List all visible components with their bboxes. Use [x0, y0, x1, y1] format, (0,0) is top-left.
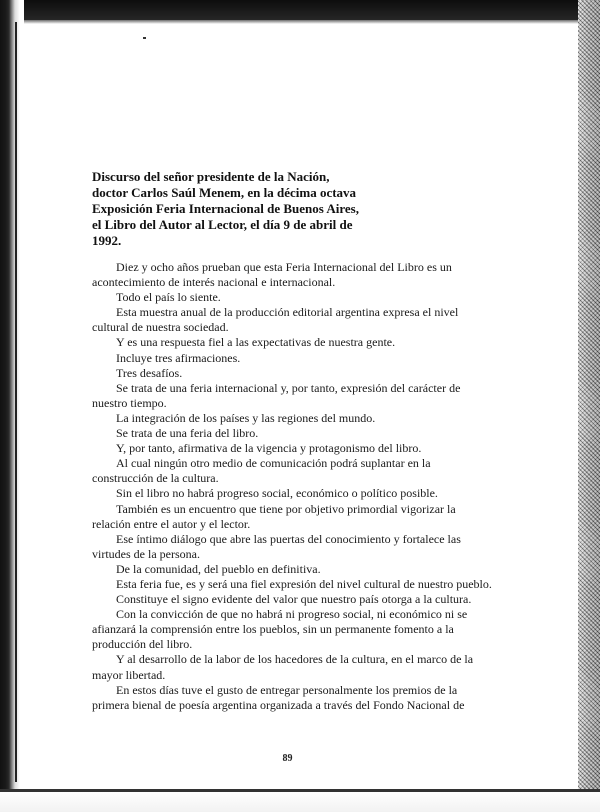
scan-speck [143, 37, 146, 39]
scan-top-border [0, 0, 600, 20]
paragraph: La integración de los países y las regiones del mundo. [116, 410, 376, 425]
paragraph: Constituye el signo evidente del valor que nuestro país otorga a la cultura. [116, 592, 472, 607]
paragraph: Se trata de una feria internacional y, por tanto, expresión del carácter de nuestro tiempo. [92, 380, 461, 410]
paragraph: Esta feria fue, es y será una fiel expresión del nivel cultural de nuestro pueblo. [116, 576, 492, 591]
heading-line: Discurso del señor presidente de la Nación, [92, 169, 330, 184]
paragraph: Y al desarrollo de la labor de los hacedores de la cultura, en el marco de la mayor libertad. [92, 652, 474, 682]
heading-line: doctor Carlos Saúl Menem, en la décima octava [92, 185, 357, 200]
paragraph: Y es una respuesta fiel a las expectativas de nuestra gente. [116, 335, 396, 350]
paragraph: De la comunidad, del pueblo en definitiva. [116, 561, 321, 576]
scan-left-rule [15, 22, 17, 782]
paragraph: Todo el país lo siente. [116, 290, 221, 305]
scan-right-edge [578, 0, 600, 812]
paragraph: Se trata de una feria del libro. [116, 426, 259, 441]
paragraph: Esta muestra anual de la producción editorial argentina expresa el nivel cultural de nuestra sociedad. [92, 305, 459, 335]
paragraph: Incluye tres afirmaciones. [116, 350, 241, 365]
scan-top-shadow [0, 20, 600, 24]
heading-line: Exposición Feria Internacional de Buenos Aires, [92, 201, 359, 216]
speech-heading [92, 169, 362, 249]
speech-body [92, 260, 492, 713]
paragraph: Diez y ocho años prueban que esta Feria Internacional del Libro es un acontecimiento de interés nacional e internacional. [92, 260, 452, 290]
heading-line: 1992. [92, 233, 122, 248]
paragraph: Y, por tanto, afirmativa de la vigencia y protagonismo del libro. [116, 441, 422, 456]
paragraph: Con la convicción de que no habrá ni progreso social, ni económico ni se afianzará la comprensión entre los pueblos, sin un permanente fomento a la producción del libro. [92, 607, 468, 652]
paragraph: Al cual ningún otro medio de comunicación podrá suplantar en la construcción de la cultura. [92, 456, 431, 486]
page-number: 89 [282, 753, 293, 764]
scan-bottom-edge [0, 792, 600, 812]
paragraph: Ese íntimo diálogo que abre las puertas del conocimiento y fortalece las virtudes de la persona. [92, 531, 461, 561]
paragraph: También es un encuentro que tiene por objetivo primordial vigorizar la relación entre el autor y el lector. [92, 501, 456, 531]
paragraph: En estos días tuve el gusto de entregar personalmente los premios de la primera bienal de poesía argentina organizada a través del Fondo Nacional de [92, 682, 465, 712]
scan-left-border [0, 0, 24, 790]
paragraph: Tres desafíos. [116, 365, 183, 380]
paragraph: Sin el libro no habrá progreso social, económico o político posible. [116, 486, 438, 501]
heading-line: el Libro del Autor al Lector, el día 9 de abril de [92, 217, 353, 232]
